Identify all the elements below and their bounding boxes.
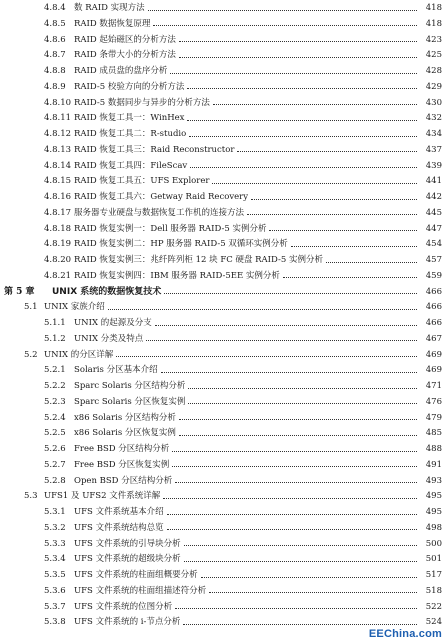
toc-entry-number: 5.1.2	[44, 333, 66, 344]
toc-entry-number: 5.2.3	[44, 396, 66, 407]
toc-entry-page: 459	[425, 270, 442, 281]
leader-dots	[184, 561, 417, 562]
toc-entry-title: UFS 文件系统基本介绍	[74, 507, 164, 517]
toc-entry-title: RAID 恢复实例四：IBM 服务器 RAID-5EE 实例分析	[74, 270, 280, 281]
leader-dots	[291, 246, 417, 247]
toc-entry-page: 469	[425, 349, 442, 360]
toc-entry-title: RAID-5 校验方向的分析方法	[74, 81, 185, 92]
toc-subsection	[0, 174, 448, 188]
toc-entry-number: 4.8.21	[44, 270, 72, 281]
toc-subsection	[0, 584, 448, 598]
toc-entry-title: RAID 恢复实例一：Dell 服务器 RAID-5 实例分析	[74, 223, 267, 234]
leader-dots	[153, 25, 417, 26]
leader-dots	[146, 340, 417, 341]
toc-entry-page: 447	[425, 223, 442, 234]
toc-entry-number: 5.3.4	[44, 554, 66, 565]
toc-entry-number: 5.3.6	[44, 585, 66, 596]
leader-dots	[172, 451, 417, 452]
toc-subsection	[0, 537, 448, 551]
toc-entry-title: RAID 恢复实例三：兆纤阵列柜 12 块 FC 硬盘 RAID-5 实例分析	[74, 255, 323, 265]
toc-entry-number: 4.8.19	[44, 239, 72, 250]
toc-subsection	[0, 426, 448, 440]
toc-subsection	[0, 505, 448, 519]
toc-entry-page: 467	[425, 333, 442, 344]
toc-subsection	[0, 253, 448, 267]
toc-subsection	[0, 206, 448, 220]
toc-entry-page: 429	[425, 81, 442, 92]
watermark: EEChina.com	[368, 628, 442, 640]
toc-subsection	[0, 411, 448, 425]
toc-entry-number: 4.8.6	[44, 34, 66, 45]
toc-entry-page: 418	[425, 3, 442, 13]
leader-dots	[108, 309, 417, 310]
toc-entry-title: Open BSD 分区结构分析	[74, 475, 173, 486]
leader-dots	[179, 57, 417, 58]
toc-subsection	[0, 222, 448, 236]
toc-subsection	[0, 64, 448, 78]
toc-entry-number: 4.8.16	[44, 192, 72, 202]
toc-entry-number: 5.3.7	[44, 601, 66, 612]
toc-entry-page: 498	[425, 522, 442, 533]
toc-subsection	[0, 127, 448, 141]
toc-entry-number: 4.8.9	[44, 81, 66, 92]
toc-entry-number: 4.8.11	[44, 113, 72, 124]
leader-dots	[184, 545, 417, 546]
toc-entry-number: 4.8.7	[44, 50, 66, 61]
leader-dots	[179, 435, 417, 436]
toc-subsection	[0, 80, 448, 94]
toc-subsection	[0, 143, 448, 157]
toc-entry-title: x86 Solaris 分区恢复实例	[74, 428, 176, 439]
toc-section	[0, 489, 448, 503]
leader-dots	[172, 466, 417, 467]
toc-subsection	[0, 521, 448, 535]
toc-entry-number: 4.8.14	[44, 160, 72, 171]
leader-dots	[175, 608, 417, 609]
toc-entry-page: 517	[425, 570, 442, 580]
toc-subsection	[0, 111, 448, 125]
toc-entry-page: 418	[425, 18, 442, 29]
leader-dots	[212, 183, 417, 184]
toc-subsection	[0, 33, 448, 47]
toc-entry-title: UFS 文件系统的超级块分析	[74, 554, 181, 565]
leader-dots	[251, 199, 417, 200]
toc-entry-page: 518	[425, 585, 442, 596]
toc-entry-title: 数 RAID 实现方法	[74, 3, 145, 13]
toc-entry-number: 5.2.8	[44, 475, 66, 486]
leader-dots	[167, 514, 417, 515]
toc-subsection	[0, 332, 448, 346]
toc-subsection	[0, 458, 448, 472]
toc-entry-number: 5.2.1	[44, 365, 66, 376]
toc-entry-page: 441	[425, 176, 442, 187]
toc-entry-number: 5.3.3	[44, 538, 66, 549]
toc-subsection	[0, 316, 448, 330]
toc-entry-number: 5.2.7	[44, 459, 66, 470]
toc-entry-page: 495	[425, 507, 442, 517]
toc-subsection	[0, 159, 448, 173]
toc-entry-page: 430	[425, 97, 442, 108]
toc-subsection	[0, 17, 448, 31]
toc-entry-page: 439	[425, 160, 442, 171]
leader-dots	[283, 277, 417, 278]
toc-entry-number: 4.8.8	[44, 66, 66, 76]
toc-subsection	[0, 190, 448, 204]
toc-entry-page: 466	[425, 286, 442, 297]
toc-entry-title: RAID 恢复工具五：UFS Explorer	[74, 176, 210, 187]
toc-entry-title: x86 Solaris 分区结构分析	[74, 412, 176, 423]
toc-entry-title: RAID-5 数据同步与异步的分析方法	[74, 97, 210, 108]
leader-dots	[183, 624, 417, 625]
toc-entry-number: 4.8.5	[44, 18, 66, 29]
toc-subsection	[0, 395, 448, 409]
leader-dots	[187, 120, 417, 121]
toc-entry-title: RAID 条带大小的分析方法	[74, 50, 176, 61]
leader-dots	[116, 356, 417, 357]
leader-dots	[189, 136, 417, 137]
toc-entry-title: RAID 恢复实例二：HP 服务器 RAID-5 双循环实例分析	[74, 239, 288, 250]
toc-entry-page: 524	[425, 617, 442, 628]
toc-entry-number: 4.8.17	[44, 207, 72, 218]
toc-entry-number: 5.2.2	[44, 381, 66, 391]
toc-entry-number: 4.8.15	[44, 176, 72, 187]
toc-entry-number: 5.2.4	[44, 412, 66, 423]
toc-entry-number: 4.8.18	[44, 223, 72, 234]
toc-entry-page: 466	[425, 318, 442, 328]
toc-entry-number: 4.8.10	[44, 97, 72, 108]
toc-entry-page: 476	[425, 396, 442, 407]
toc-entry-page: 457	[425, 255, 442, 265]
leader-dots	[237, 151, 417, 152]
toc-entry-page: 437	[425, 144, 442, 155]
toc-entry-title: UNIX 系统的数据恢复技术	[52, 286, 162, 297]
toc-entry-number: 4.8.20	[44, 255, 72, 265]
toc-entry-title: RAID 数据恢复原理	[74, 18, 151, 29]
toc-entry-page: 442	[425, 192, 442, 202]
toc-entry-number: 5.3.8	[44, 617, 66, 628]
toc-entry-title: RAID 恢复工具二：R-studio	[74, 129, 187, 139]
toc-entry-title: RAID 恢复工具三：Raid Reconstructor	[74, 144, 235, 155]
leader-dots	[190, 167, 417, 168]
toc-entry-page: 469	[425, 365, 442, 376]
toc-entry-page: 500	[425, 538, 442, 549]
toc-entry-page: 491	[425, 459, 442, 470]
toc-entry-title: RAID 恢复工具四：FileScav	[74, 160, 188, 171]
leader-dots	[164, 293, 417, 294]
toc-section	[0, 300, 448, 314]
toc-entry-number: 5.1.1	[44, 318, 66, 328]
toc-entry-number: 4.8.13	[44, 144, 72, 155]
leader-dots	[170, 73, 417, 74]
toc-entry-title: UNIX 分类及特点	[74, 333, 144, 344]
toc-entry-title: UFS 文件系统结构总览	[74, 522, 164, 533]
toc-subsection	[0, 379, 448, 393]
toc-entry-page: 493	[425, 475, 442, 486]
toc-entry-title: RAID 成员盘的盘序分析	[74, 66, 168, 76]
toc-subsection	[0, 237, 448, 251]
leader-dots	[179, 419, 417, 420]
toc-entry-title: UFS 文件系统的柱面组概要分析	[74, 570, 198, 580]
toc-entry-number: 5.3	[24, 491, 38, 502]
leader-dots	[188, 403, 417, 404]
toc-entry-number: 5.3.5	[44, 570, 66, 580]
toc-entry-title: UNIX 的分区详解	[44, 349, 114, 360]
leader-dots	[209, 592, 417, 593]
toc-subsection	[0, 48, 448, 62]
leader-dots	[155, 325, 417, 326]
toc-entry-page: 428	[425, 66, 442, 76]
toc-entry-number: 5.3.2	[44, 522, 66, 533]
leader-dots	[167, 529, 417, 530]
toc-entry-title: Sparc Solaris 分区结构分析	[74, 381, 186, 391]
leader-dots	[213, 104, 417, 105]
toc-subsection	[0, 363, 448, 377]
toc-chapter	[0, 285, 448, 299]
leader-dots	[269, 230, 417, 231]
toc-entry-number: 4.8.4	[44, 3, 66, 13]
leader-dots	[161, 372, 417, 373]
toc-entry-number: 5.2.6	[44, 444, 66, 454]
toc-entry-page: 495	[425, 491, 442, 502]
leader-dots	[201, 577, 417, 578]
toc-entry-title: Solaris 分区基本介绍	[74, 365, 158, 376]
toc-section	[0, 348, 448, 362]
toc-entry-page: 485	[425, 428, 442, 439]
toc-entry-number: 5.2.5	[44, 428, 66, 439]
toc-subsection	[0, 474, 448, 488]
toc-entry-title: RAID 恢复工具六：Getway Raid Recovery	[74, 192, 249, 202]
toc-entry-title: RAID 起始磁区的分析方法	[74, 34, 176, 45]
toc-entry-number: 5.2	[24, 349, 38, 360]
toc-entry-page: 479	[425, 412, 442, 423]
leader-dots	[326, 262, 417, 263]
toc-subsection	[0, 552, 448, 566]
toc-entry-title: Free BSD 分区恢复实例	[74, 459, 170, 470]
leader-dots	[148, 10, 417, 11]
toc-entry-title: UNIX 的起源及分支	[74, 318, 152, 328]
toc-entry-page: 471	[425, 381, 442, 391]
leader-dots	[163, 498, 417, 499]
toc-entry-title: UFS 文件系统的柱面组描述符分析	[74, 585, 207, 596]
toc-entry-number: 第 5 章	[4, 286, 35, 297]
toc-subsection	[0, 600, 448, 614]
toc-entry-page: 466	[425, 302, 442, 313]
toc-entry-page: 445	[425, 207, 442, 218]
toc-subsection	[0, 568, 448, 582]
toc-entry-page: 432	[425, 113, 442, 124]
toc-entry-page: 423	[425, 34, 442, 45]
toc-entry-title: UFS 文件系统的位图分析	[74, 601, 173, 612]
toc-entry-title: RAID 恢复工具一：WinHex	[74, 113, 185, 124]
toc-entry-page: 454	[425, 239, 442, 250]
toc-entry-number: 5.3.1	[44, 507, 66, 517]
toc-entry-page: 425	[425, 50, 442, 61]
toc-entry-title: 服务器专业硬盘与数据恢复工作机的连接方法	[74, 207, 245, 218]
toc-entry-title: UFS 文件系统的引导块分析	[74, 538, 181, 549]
leader-dots	[175, 482, 417, 483]
leader-dots	[247, 214, 417, 215]
toc-entry-page: 522	[425, 601, 442, 612]
leader-dots	[187, 88, 417, 89]
toc-subsection	[0, 1, 448, 15]
toc-subsection	[0, 96, 448, 110]
toc-subsection	[0, 442, 448, 456]
toc-entry-page: 501	[425, 554, 442, 565]
toc-entry-page: 488	[425, 444, 442, 454]
toc-entry-number: 4.8.12	[44, 129, 72, 139]
toc-entry-title: UFS 文件系统的 i-节点分析	[74, 617, 181, 628]
toc-entry-title: Sparc Solaris 分区恢复实例	[74, 396, 186, 407]
toc-entry-title: UNIX 家族介绍	[44, 302, 105, 313]
toc-entry-title: UFS1 及 UFS2 文件系统详解	[44, 491, 161, 502]
toc-entry-page: 434	[425, 129, 442, 139]
toc-subsection	[0, 269, 448, 283]
toc-entry-title: Free BSD 分区结构分析	[74, 444, 170, 454]
toc-entry-number: 5.1	[24, 302, 38, 313]
leader-dots	[179, 41, 417, 42]
leader-dots	[188, 388, 417, 389]
